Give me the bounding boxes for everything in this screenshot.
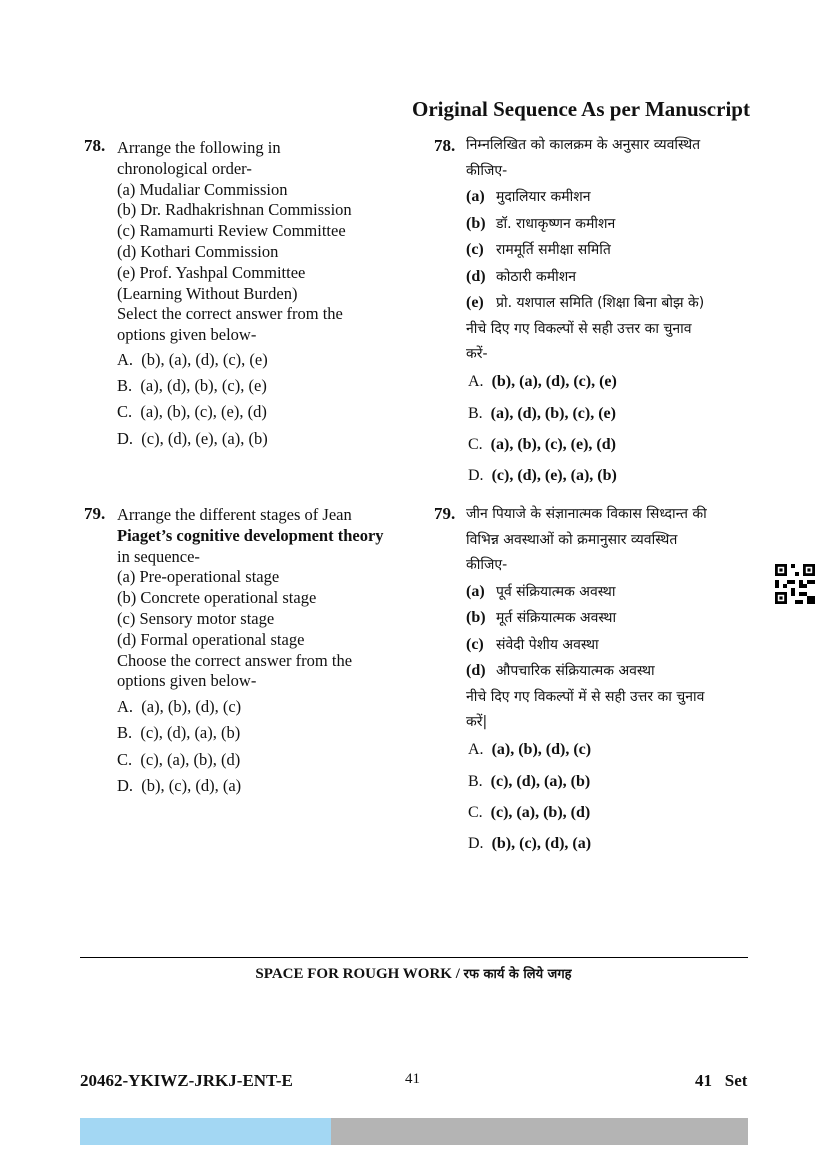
q78-hi-item: (a) मुदालियार कमीशन bbox=[466, 188, 591, 205]
q78-en-line: (Learning Without Burden) bbox=[117, 283, 298, 303]
q79-hi-item: (c) संवेदी पेशीय अवस्था bbox=[466, 635, 599, 653]
q78-en-line: (a) Mudaliar Commission bbox=[117, 179, 288, 199]
rough-work-label: SPACE FOR ROUGH WORK / रफ कार्य के लिये जगह bbox=[255, 966, 572, 982]
footer-bar-blue bbox=[80, 1118, 331, 1145]
q78-hi-item: (e) प्रो. यशपाल समिति (शिक्षा बिना बोझ के) bbox=[466, 294, 705, 311]
q79-hi-item: (a) पूर्व संक्रियात्मक अवस्था bbox=[466, 582, 616, 600]
q79-en-line: Choose the correct answer from the bbox=[117, 650, 353, 670]
q79-en-line: (c) Sensory motor stage bbox=[117, 608, 275, 628]
q78-hi-item: (b) डॉ. राधाकृष्णन कमीशन bbox=[466, 214, 616, 232]
footer-page-number: 41 bbox=[405, 1071, 420, 1087]
q78-en-line: (c) Ramamurti Review Committee bbox=[117, 221, 346, 241]
q78-hi-stem-line: निम्नलिखित को कालक्रम के अनुसार व्यवस्थित bbox=[466, 137, 701, 153]
qr-code-icon bbox=[775, 564, 815, 604]
q79-hi-tail-line: नीचे दिए गए विकल्पों में से सही उत्तर का चुनाव bbox=[466, 688, 705, 705]
q79-en-option-b: B. (c), (d), (a), (b) bbox=[117, 723, 241, 742]
footer-paper-code: 20462-YKIWZ-JRKJ-ENT-E bbox=[80, 1071, 293, 1090]
q79-number-en: 79. bbox=[84, 504, 106, 523]
manuscript-heading: Original Sequence As per Manuscript bbox=[412, 97, 750, 121]
q78-en-line: (b) Dr. Radhakrishnan Commission bbox=[117, 200, 352, 220]
q78-hi-option-a: A. (b), (a), (d), (c), (e) bbox=[468, 373, 617, 390]
q78-en-option-a: A. (b), (a), (d), (c), (e) bbox=[117, 350, 268, 369]
q79-english-stem bbox=[117, 505, 384, 692]
rough-work-divider bbox=[80, 957, 748, 958]
q78-hi-stem-line: कीजिए- bbox=[466, 162, 508, 179]
q78-en-option-b: B. (a), (d), (b), (c), (e) bbox=[117, 376, 267, 395]
q78-en-line: Arrange the following in bbox=[117, 138, 281, 157]
q79-hi-stem-line: कीजिए- bbox=[466, 557, 508, 573]
q79-hi-tail-line: करें| bbox=[466, 714, 488, 730]
q78-hi-tail-line: नीचे दिए गए विकल्पों से सही उत्तर का चुनाव bbox=[466, 320, 692, 337]
q78-en-line: chronological order- bbox=[117, 158, 252, 178]
q79-en-line: in sequence- bbox=[117, 546, 200, 566]
q78-number-hi: 78. bbox=[434, 136, 456, 155]
q78-hi-option-c: C. (a), (b), (c), (e), (d) bbox=[468, 436, 616, 453]
footer-bar-grey bbox=[331, 1118, 748, 1145]
q79-en-option-a: A. (a), (b), (d), (c) bbox=[117, 697, 242, 716]
q78-hi-item: (c) राममूर्ति समीक्षा समिति bbox=[466, 241, 611, 258]
footer-set-label: 41 Set bbox=[695, 1071, 748, 1090]
q79-hi-stem-line: जीन पियाजे के संज्ञानात्मक विकास सिध्दान्त की bbox=[466, 506, 707, 522]
q79-hi-item: (d) औपचारिक संक्रियात्मक अवस्था bbox=[466, 662, 655, 679]
q79-hi-option-a: A. (a), (b), (d), (c) bbox=[468, 741, 592, 758]
q78-hindi-block bbox=[466, 133, 704, 368]
q79-hi-option-d: D. (b), (c), (d), (a) bbox=[468, 835, 592, 852]
q78-en-line: (d) Kothari Commission bbox=[117, 241, 279, 261]
q79-en-line: Arrange the different stages of Jean bbox=[117, 505, 352, 524]
q79-en-line: options given below- bbox=[117, 671, 257, 691]
q79-hi-option-b: B. (c), (d), (a), (b) bbox=[468, 773, 591, 790]
q78-en-line: (e) Prof. Yashpal Committee bbox=[117, 262, 306, 282]
q78-number-en: 78. bbox=[84, 136, 106, 155]
q78-hi-option-b: B. (a), (d), (b), (c), (e) bbox=[468, 405, 616, 422]
q79-hi-item: (b) मूर्त संक्रियात्मक अवस्था bbox=[466, 609, 617, 626]
q78-en-line: Select the correct answer from the bbox=[117, 304, 343, 324]
q79-en-line: (a) Pre-operational stage bbox=[117, 567, 280, 587]
q78-en-option-c: C. (a), (b), (c), (e), (d) bbox=[117, 402, 267, 421]
q79-hi-stem-line: विभिन्न अवस्थाओं को क्रमानुसार व्यवस्थित bbox=[466, 531, 678, 548]
q78-hi-tail-line: करें- bbox=[466, 346, 488, 362]
q78-hi-item: (d) कोठारी कमीशन bbox=[466, 267, 576, 285]
q79-en-line: (d) Formal operational stage bbox=[117, 629, 305, 649]
q79-hindi-block bbox=[466, 502, 707, 736]
q78-hi-option-d: D. (c), (d), (e), (a), (b) bbox=[468, 467, 617, 484]
q79-en-option-c: C. (c), (a), (b), (d) bbox=[117, 750, 241, 769]
q79-en-line: Piaget’s cognitive development theory bbox=[117, 525, 384, 545]
q79-en-line: (b) Concrete operational stage bbox=[117, 588, 317, 608]
q78-en-line: options given below- bbox=[117, 325, 257, 345]
q78-english-stem bbox=[117, 138, 352, 346]
q79-number-hi: 79. bbox=[434, 504, 456, 523]
q79-en-option-d: D. (b), (c), (d), (a) bbox=[117, 776, 242, 795]
q79-hi-option-c: C. (c), (a), (b), (d) bbox=[468, 804, 591, 821]
q78-en-option-d: D. (c), (d), (e), (a), (b) bbox=[117, 429, 268, 448]
